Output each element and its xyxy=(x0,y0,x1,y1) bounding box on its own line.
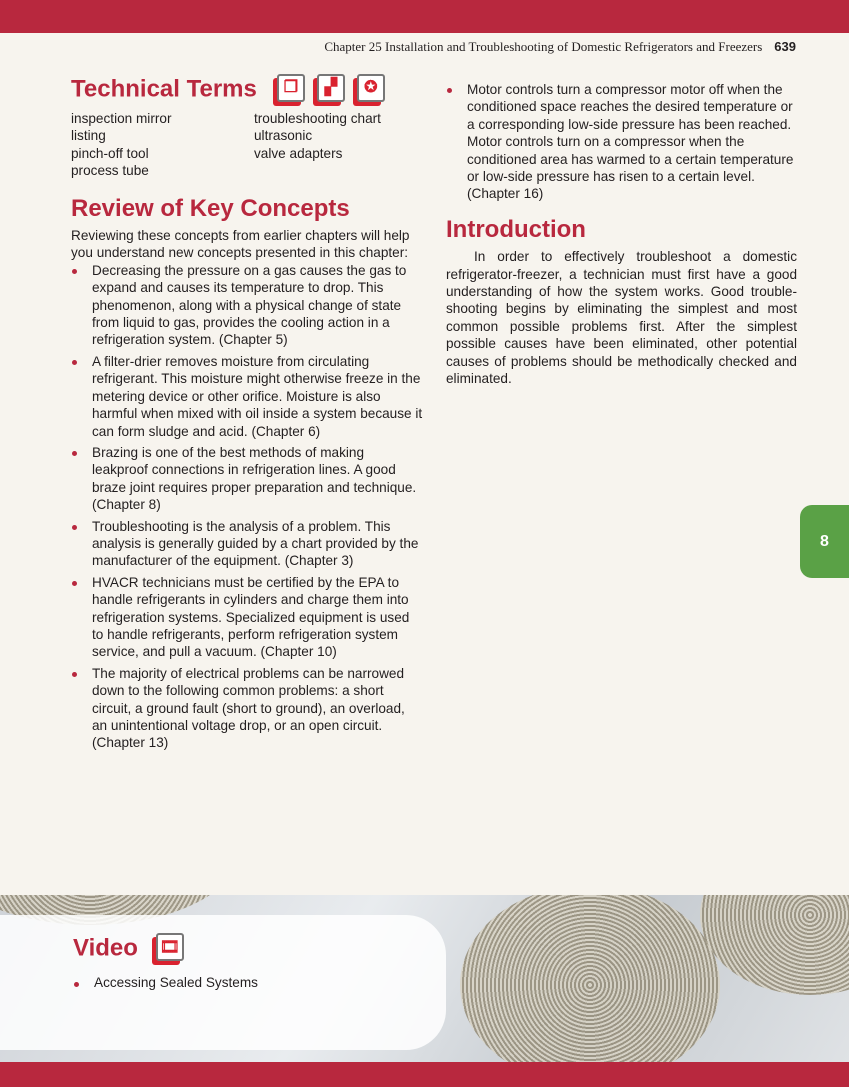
introduction-text: In order to effectively troubleshoot a domestic refrigerator-freezer, a technician must first have a good understanding of how the system works. Good trouble-shooting begins by eliminating the simplest and most common possible problems first. After the simplest possible causes have been eliminated, other potential causes of problems should be methodically checked and eliminated. xyxy=(446,249,797,387)
term: valve adapters xyxy=(254,145,343,161)
term: inspection mirror xyxy=(71,111,172,126)
term: pinch-off tool xyxy=(71,145,149,161)
left-column xyxy=(71,74,423,756)
list-item: The majority of electrical problems can be narrowed down to the following common problems: a short circuit, a ground fault (short to ground), an overload, an unintentional voltage drop, or an open circuit. (Chapter 13) xyxy=(71,665,423,752)
video-heading xyxy=(73,933,184,965)
list-item: Brazing is one of the best methods of making leakproof connections in refrigeration lines. A good braze joint requires proper preparation and technique. (Chapter 8) xyxy=(71,444,423,514)
technical-terms-heading xyxy=(71,74,423,106)
bottom-bar xyxy=(0,1062,849,1087)
term: ultrasonic xyxy=(254,128,313,144)
running-title: Chapter 25 Installation and Troubleshooting of Domestic Refrigerators and Freezers xyxy=(324,39,763,54)
page-number: 639 xyxy=(774,39,796,54)
running-header xyxy=(324,39,796,55)
list-item: A filter-drier removes moisture from circulating refrigerant. This moisture might otherwise freeze in the metering device or other orifice. Moisture is also harmful when mixed with oil inside a system because it can form sludge and acid. (Chapter 6) xyxy=(71,353,423,440)
star-badge-icon[interactable]: ✪ xyxy=(353,74,385,106)
top-bar xyxy=(0,0,849,33)
term: troubleshooting chart xyxy=(254,111,381,126)
introduction-heading: Introduction xyxy=(446,215,586,243)
puzzle-icon[interactable]: ▞ xyxy=(313,74,345,106)
term: process tube xyxy=(71,163,149,179)
review-intro: Reviewing these concepts from earlier chapters will help you understand new concepts presented in this chapter: xyxy=(71,228,410,261)
list-item: Troubleshooting is the analysis of a problem. This analysis is generally guided by a chart provided by the manufacturer of the equipment. (Chapter 3) xyxy=(71,518,423,570)
terms-list xyxy=(71,110,423,180)
term: listing xyxy=(71,128,106,144)
video-panel xyxy=(0,915,446,1050)
slides-icon[interactable]: ❐ xyxy=(273,74,305,106)
review-heading: Review of Key Concepts xyxy=(71,194,350,222)
list-item: Decreasing the pressure on a gas causes the gas to expand and causes its temperature to drop. This phenomenon, along with a physical change of state from liquid to gas, provides the cooling action in a refrigeration system. (Chapter 5) xyxy=(71,262,423,349)
chapter-tab[interactable]: 8 xyxy=(800,505,849,578)
review-list xyxy=(71,262,423,752)
list-item: HVACR technicians must be certified by the EPA to handle refrigerants in cylinders and charge them into refrigeration systems. Specialized equipment is used to handle refrigerants, perform refrigeration system service, and pull a vacuum. (Chapter 10) xyxy=(71,574,423,661)
heading-text: Video xyxy=(73,934,138,962)
heading-text: Technical Terms xyxy=(71,75,257,103)
list-item: Motor controls turn a compressor motor off when the conditioned space reaches the desired temperature or a corresponding low-side pressure has been reached. Motor controls turn on a compressor when the conditioned area has warmed to a certain temperature or low-side pressure has risen to a certain level. (Chapter 16) xyxy=(446,81,797,203)
film-icon[interactable]: 🎞 xyxy=(152,933,184,965)
right-column xyxy=(446,81,797,388)
video-link[interactable]: Accessing Sealed Systems xyxy=(73,975,258,990)
